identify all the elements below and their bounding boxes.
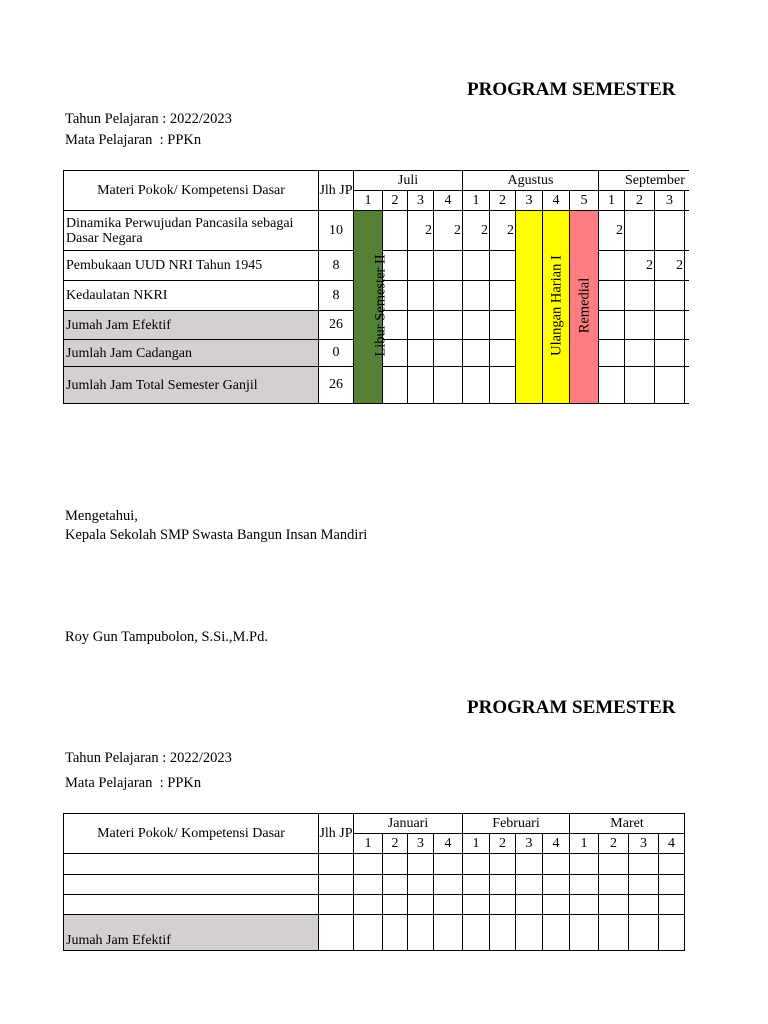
week-cell: 3 <box>655 191 685 211</box>
week-cell: 2 <box>383 191 408 211</box>
value-cell: 2 <box>625 251 655 281</box>
row-label: Kedaulatan NKRI <box>64 281 319 311</box>
header-materi: Materi Pokok/ Kompetensi Dasar <box>64 814 319 854</box>
value-cell: 2 <box>599 211 625 251</box>
row-label: Jumlah Jam Cadangan <box>64 340 319 367</box>
month-februari: Februari <box>463 814 570 834</box>
week-cell: 4 <box>543 834 570 854</box>
week-cell: 2 <box>625 191 655 211</box>
remedial-label: Remedial <box>576 277 593 334</box>
row-jp: 0 <box>319 340 354 367</box>
table-row <box>64 875 685 895</box>
header-jp: Jlh JP <box>319 171 354 211</box>
page-edge-mask-2 <box>689 813 768 953</box>
row-jp: 10 <box>319 211 354 251</box>
value-cell: 2 <box>655 251 685 281</box>
week-cell: 1 <box>463 834 490 854</box>
week-cell: 1 <box>599 191 625 211</box>
row-label: Jumah Jam Efektif <box>64 311 319 340</box>
value-cell: 2 <box>463 211 490 251</box>
subject: Mata Pelajaran : PPKn <box>65 132 202 148</box>
ulangan-label: Ulangan Harian I <box>548 255 565 356</box>
ulangan-band-a <box>516 211 543 404</box>
row-label <box>64 895 319 915</box>
week-cell: 2 <box>599 834 629 854</box>
month-maret: Maret <box>570 814 685 834</box>
academic-year-2: Tahun Pelajaran : 2022/2023 <box>65 750 232 766</box>
week-cell: 2 <box>490 834 516 854</box>
row-label: Jumah Jam Efektif <box>64 915 319 951</box>
week-cell: 1 <box>354 191 383 211</box>
month-januari: Januari <box>354 814 463 834</box>
page-title: PROGRAM SEMESTER <box>467 79 676 100</box>
month-september: September <box>599 171 715 191</box>
libur-label: Libur Semester II <box>372 254 389 357</box>
header-materi: Materi Pokok/ Kompetensi Dasar <box>64 171 319 211</box>
row-label <box>64 875 319 895</box>
week-cell: 3 <box>408 834 434 854</box>
semester-program-table-2 <box>63 813 685 951</box>
page-edge-mask <box>689 170 768 405</box>
week-cell: 2 <box>383 834 408 854</box>
subject-2: Mata Pelajaran : PPKn <box>65 775 202 791</box>
week-cell: 3 <box>516 834 543 854</box>
week-cell: 4 <box>659 834 685 854</box>
sig-kepala: Kepala Sekolah SMP Swasta Bangun Insan Mandiri <box>65 527 368 543</box>
table-row <box>64 895 685 915</box>
week-cell: 2 <box>490 191 516 211</box>
value-cell: 2 <box>490 211 516 251</box>
week-cell: 3 <box>516 191 543 211</box>
table-row <box>64 915 685 951</box>
value-cell: 2 <box>434 211 463 251</box>
week-cell: 1 <box>354 834 383 854</box>
header-jp: Jlh JP <box>319 814 354 854</box>
row-jp: 26 <box>319 311 354 340</box>
month-agustus: Agustus <box>463 171 599 191</box>
week-cell: 3 <box>408 191 434 211</box>
week-cell: 4 <box>434 834 463 854</box>
week-cell: 1 <box>463 191 490 211</box>
week-cell: 4 <box>434 191 463 211</box>
week-cell: 5 <box>570 191 599 211</box>
row-label: Jumlah Jam Total Semester Ganjil <box>64 367 319 404</box>
row-label: Pembukaan UUD NRI Tahun 1945 <box>64 251 319 281</box>
week-cell: 4 <box>543 191 570 211</box>
row-jp: 26 <box>319 367 354 404</box>
page-title-2: PROGRAM SEMESTER <box>467 697 676 718</box>
academic-year: Tahun Pelajaran : 2022/2023 <box>65 111 232 127</box>
row-jp: 8 <box>319 281 354 311</box>
row-label <box>64 854 319 875</box>
row-label: Dinamika Perwujudan Pancasila sebagai Dasar Negara <box>64 211 319 251</box>
row-jp: 8 <box>319 251 354 281</box>
week-cell: 3 <box>629 834 659 854</box>
table-row <box>64 854 685 875</box>
sig-mengetahui: Mengetahui, <box>65 508 138 524</box>
value-cell: 2 <box>408 211 434 251</box>
week-cell: 1 <box>570 834 599 854</box>
month-juli: Juli <box>354 171 463 191</box>
sig-nama: Roy Gun Tampubolon, S.Si.,M.Pd. <box>65 629 268 645</box>
